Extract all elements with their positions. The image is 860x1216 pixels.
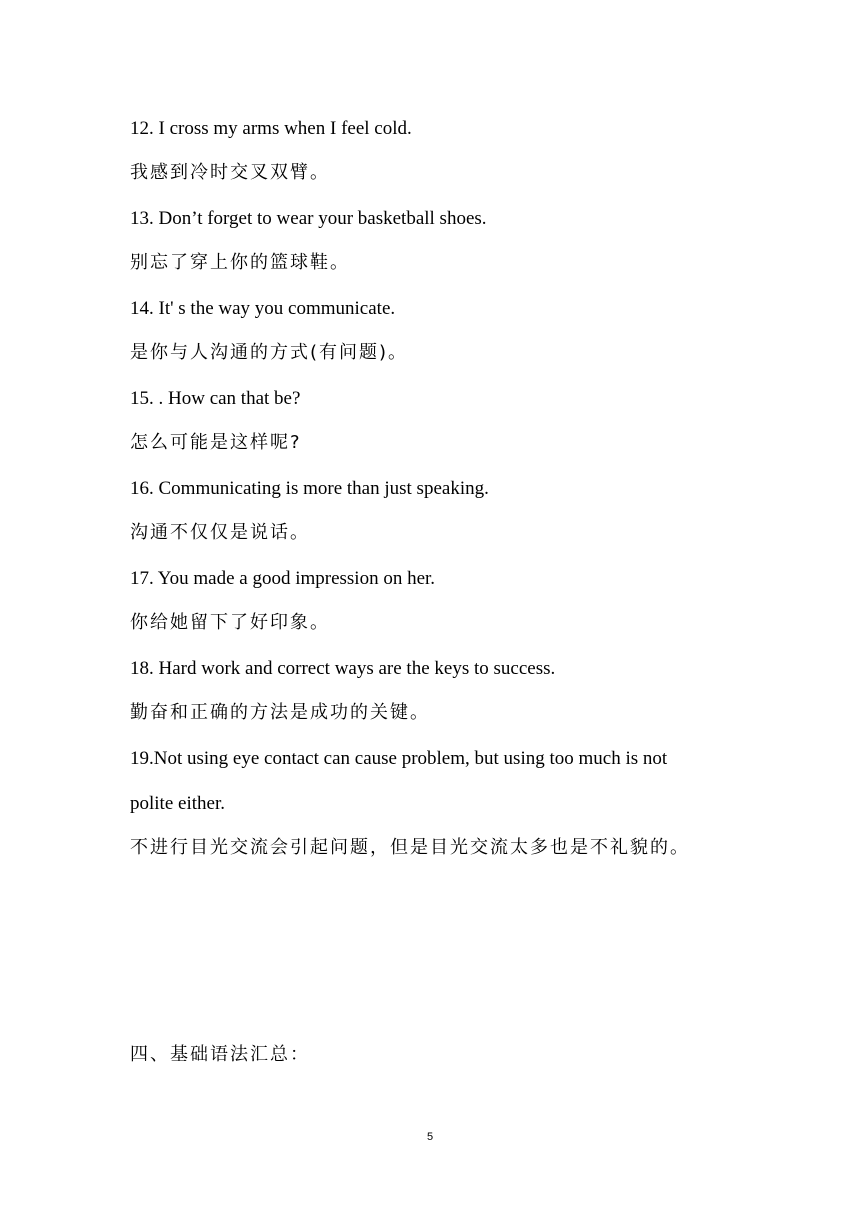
sentence-17-english: 17. You made a good impression on her. bbox=[130, 568, 436, 589]
page-number: 5 bbox=[426, 1131, 434, 1143]
sentence-18-chinese: 勤奋和正确的方法是成功的关键。 bbox=[130, 702, 430, 723]
sentence-16-chinese: 沟通不仅仅是说话。 bbox=[130, 522, 310, 543]
sentence-12-english: 12. I cross my arms when I feel cold. bbox=[130, 118, 412, 139]
sentence-15-english: 15. . How can that be? bbox=[130, 388, 301, 409]
sentence-14-english: 14. It' s the way you communicate. bbox=[130, 298, 396, 319]
sentence-14-chinese: 是你与人沟通的方式(有问题)。 bbox=[130, 342, 409, 363]
sentence-18-english: 18. Hard work and correct ways are the keys to success. bbox=[130, 658, 556, 679]
sentence-19-english-line2: polite either. bbox=[130, 793, 225, 814]
sentence-13-chinese: 别忘了穿上你的篮球鞋。 bbox=[130, 252, 350, 273]
sentence-19-chinese: 不进行目光交流会引起问题，但是目光交流太多也是不礼貌的。 bbox=[130, 837, 690, 858]
section-heading: 四、基础语法汇总： bbox=[130, 1044, 310, 1065]
sentence-19-english-line1: 19.Not using eye contact can cause problem, but using too much is not bbox=[130, 748, 668, 769]
sentence-15-chinese: 怎么可能是这样呢? bbox=[130, 432, 302, 453]
sentence-17-chinese: 你给她留下了好印象。 bbox=[130, 612, 330, 633]
sentence-12-chinese: 我感到冷时交叉双臂。 bbox=[130, 162, 330, 183]
sentence-13-english: 13. Don’t forget to wear your basketball shoes. bbox=[130, 208, 487, 229]
sentence-16-english: 16. Communicating is more than just speaking. bbox=[130, 478, 489, 499]
